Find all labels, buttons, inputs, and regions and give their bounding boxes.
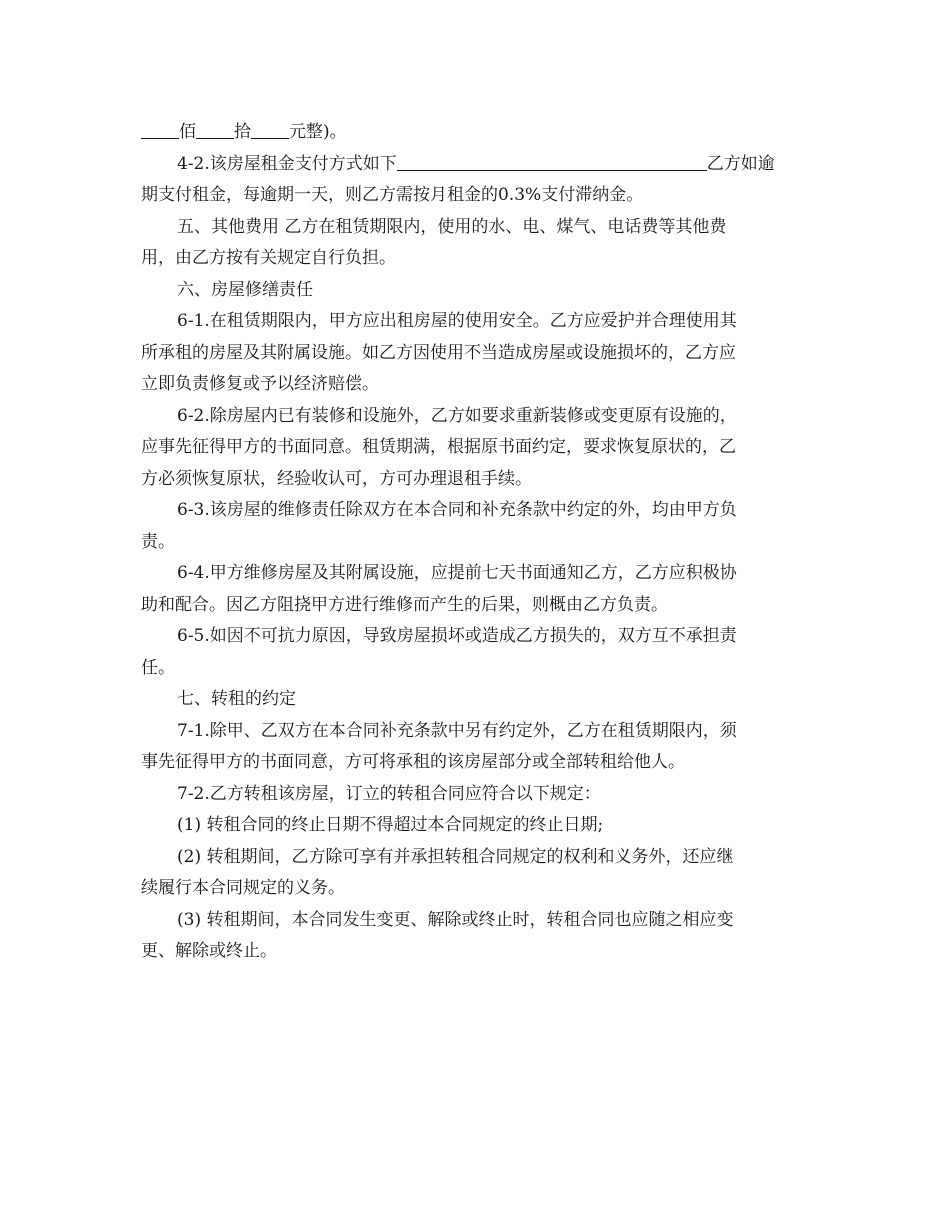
list-item: (2) 转租期间，乙方除可享有并承担转租合同规定的权利和义务外，还应继 <box>177 846 734 867</box>
text-line: 更、解除或终止。 <box>141 941 277 961</box>
list-item: (3) 转租期间，本合同发生变更、解除或终止时，转租合同也应随之相应变 <box>177 909 734 930</box>
text-line: 6-5.如因不可抗力原因，导致房屋损坏或造成乙方损失的，双方互不承担责 <box>177 626 737 646</box>
text-line: 7-1.除甲、乙双方在本合同补充条款中另有约定外，乙方在租赁期限内，须 <box>177 720 737 741</box>
text-line: 五、其他费用 乙方在租赁期限内，使用的水、电、煤气、电话费等其他费 <box>177 216 727 237</box>
text-line: 6-2.除房屋内已有装修和设施外，乙方如要求重新装修或变更原有设施的， <box>177 405 737 426</box>
list-item: (1) 转租合同的终止日期不得超过本合同规定的终止日期; <box>177 815 604 835</box>
text-line: 任。 <box>141 657 175 678</box>
section-heading: 六、房屋修缮责任 <box>177 279 313 300</box>
text-line: 立即负责修复或予以经济赔偿。 <box>141 374 379 394</box>
text-line: 方必须恢复原状，经验收认可，方可办理退租手续。 <box>141 468 532 489</box>
blank-field <box>141 121 179 139</box>
text-line: 6-3.该房屋的维修责任除双方在本合同和补充条款中约定的外，均由甲方负 <box>177 500 737 520</box>
section-heading: 七、转租的约定 <box>177 689 296 709</box>
text-line: 期支付租金，每逾期一天，则乙方需按月租金的0.3%支付滞纳金。 <box>141 185 644 205</box>
blank-field <box>397 153 707 171</box>
text-line: 所承租的房屋及其附属设施。如乙方因使用不当造成房屋或设施损坏的，乙方应 <box>141 342 736 363</box>
text-line: 6-1.在租赁期限内，甲方应出租房屋的使用安全。乙方应爱护并合理使用其 <box>177 311 737 331</box>
text-line: 助和配合。因乙方阻挠甲方进行维修而产生的后果，则概由乙方负责。 <box>141 594 668 615</box>
text-line: 应事先征得甲方的书面同意。租赁期满，根据原书面约定，要求恢复原状的，乙 <box>141 437 736 457</box>
blank-field <box>196 121 234 139</box>
text-line: 用，由乙方按有关规定自行负担。 <box>141 248 396 268</box>
text-line: 佰 拾 元整)。 <box>141 117 809 149</box>
text-line: 4-2.该房屋租金支付方式如下 乙方如逾 <box>177 153 775 174</box>
text-line: 续履行本合同规定的义务。 <box>141 878 345 898</box>
text-line: 7-2.乙方转租该房屋，订立的转租合同应符合以下规定： <box>177 783 601 804</box>
blank-field <box>251 121 289 139</box>
text-line: 责。 <box>141 531 175 552</box>
document-body <box>141 117 809 968</box>
text-line: 事先征得甲方的书面同意，方可将承租的该房屋部分或全部转租给他人。 <box>141 752 685 772</box>
text-line: 6-4.甲方维修房屋及其附属设施，应提前七天书面通知乙方，乙方应积极协 <box>177 563 737 583</box>
